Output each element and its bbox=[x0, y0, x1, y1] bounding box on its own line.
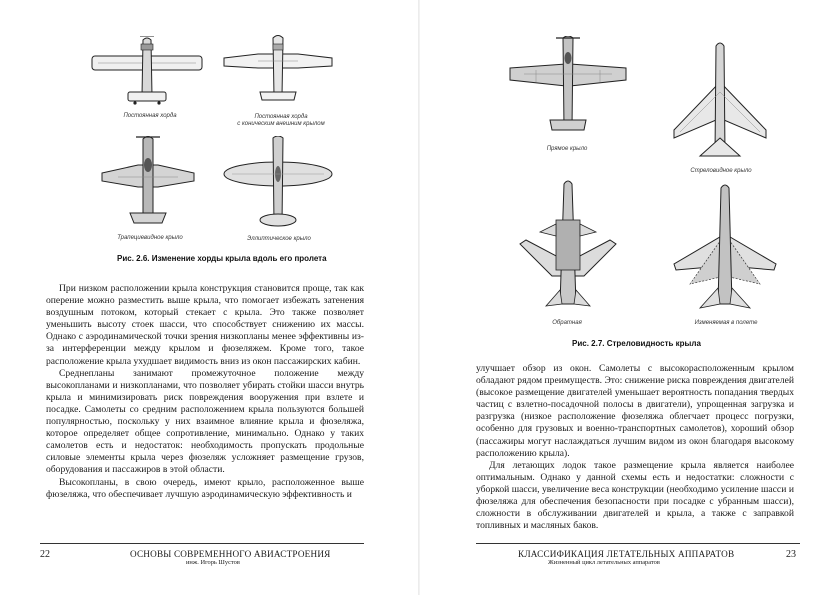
plane-constant-chord bbox=[88, 36, 206, 106]
paragraph: улучшает обзор из окон. Самолеты с высокорасположенным крылом обладают рядом преимуществ. Это: снижение риска повреждения двигателей (высокое размещение двигателей уменьшает вероятность попадания твердых частиц с взлетно-посадочной полосы в двигатели), упрощенная загрузка и разгрузка (низкое расположение фюзеляжа облегчает процесс погрузки, особенно для грузовых и военно-транспортных самолетов), хороший обзор (пассажиры могут наслаждаться лучшим видом из окон благодаря высокому расположению крыла). bbox=[476, 363, 794, 459]
plane-forward-swept bbox=[516, 180, 620, 316]
caption-straight-wing: Прямое крыло bbox=[546, 146, 588, 152]
paragraph: Высокопланы, в свою очередь, имеют крыло, расположенное выше фюзеляжа, что обеспечивает лучшую аэродинамическую эффективность и bbox=[46, 476, 364, 500]
running-title: ОСНОВЫ СОВРЕМЕННОГО АВИАСТРОЕНИЯ bbox=[130, 549, 331, 559]
left-body-text bbox=[46, 283, 364, 501]
paragraph: Среднепланы занимают промежуточное положение между высокопланами и низкопланами, что позволяет убирать стойки шасси внутрь крыла и минимизировать риск повреждения вооружения при взлете и посадке. Самолеты со средним расположением крыла пользуются большей популярностью, поскольку у них взаимное влияние крыла и фюзеляжа, которое определяет общее сопротивление, минимально. Однако у таких самолетов есть и недостаток: необходимость пропускать продольные силовые элементы крыла через фюзеляж усложняет размещение грузов, оборудования и пассажиров в этой области. bbox=[46, 367, 364, 476]
right-page bbox=[420, 0, 839, 595]
caption-constant-chord: Постоянная хорда bbox=[123, 113, 177, 119]
caption-variable-sweep: Изменяемая в полете bbox=[694, 320, 758, 326]
caption-forward-swept: Обратная bbox=[552, 320, 582, 326]
left-page bbox=[0, 0, 419, 595]
running-subtitle: Жизненный цикл летательных аппаратов bbox=[548, 559, 660, 566]
caption-constant-tapered: Постоянная хорда с коническим внешним крылом bbox=[237, 114, 325, 127]
right-body-text bbox=[476, 363, 794, 532]
caption-elliptic: Эллиптическое крыло bbox=[247, 236, 311, 242]
running-title: КЛАССИФИКАЦИЯ ЛЕТАТЕЛЬНЫХ АППАРАТОВ bbox=[518, 549, 735, 559]
plane-straight-wing bbox=[506, 36, 630, 136]
figure-title-2-6: Рис. 2.6. Изменение хорды крыла вдоль его пролета bbox=[117, 254, 327, 263]
running-subtitle: инж. Игорь Шустов bbox=[186, 559, 240, 566]
plane-variable-sweep bbox=[670, 184, 780, 314]
figure-title-2-7: Рис. 2.7. Стреловидность крыла bbox=[572, 339, 701, 348]
plane-elliptic bbox=[222, 136, 334, 232]
plane-trapezoid bbox=[98, 135, 198, 231]
caption-swept-wing: Стреловидное крыло bbox=[690, 168, 752, 174]
footer-rule bbox=[40, 543, 364, 544]
page-number: 22 bbox=[40, 549, 50, 560]
page-number: 23 bbox=[786, 549, 796, 560]
plane-constant-tapered bbox=[218, 34, 338, 106]
paragraph: При низком расположении крыла конструкция становится проще, так как оперение можно разместить выше крыла, что помогает избежать затенения воздушным потоком, который стекает с крыла. Это также позволяет уменьшить высоту стоек шасси, что способствует снижению их массы. Однако с аэродинамической точки зрения низкопланы менее эффективны из-за интерференции между крылом и фюзеляжем. Кроме того, такое расположение крыла ухудшает видимость вниз из окон пассажирских кабин. bbox=[46, 283, 364, 367]
caption-trapezoid: Трапециевидное крыло bbox=[117, 235, 183, 241]
footer-rule bbox=[476, 543, 800, 544]
plane-swept-wing bbox=[670, 42, 770, 162]
paragraph: Для летающих лодок такое размещение крыла является наиболее оптимальным. Однако у данной схемы есть и недостатки: сложности с уборкой шасси, увеличение веса конструкции (необходимо усиление шасси и фюзеляжа для обеспечения безопасности при посадке с убранным шасси), сложности в обслуживании двигателей и крыла, а также с заправкой топливных и масляных баков. bbox=[476, 459, 794, 532]
